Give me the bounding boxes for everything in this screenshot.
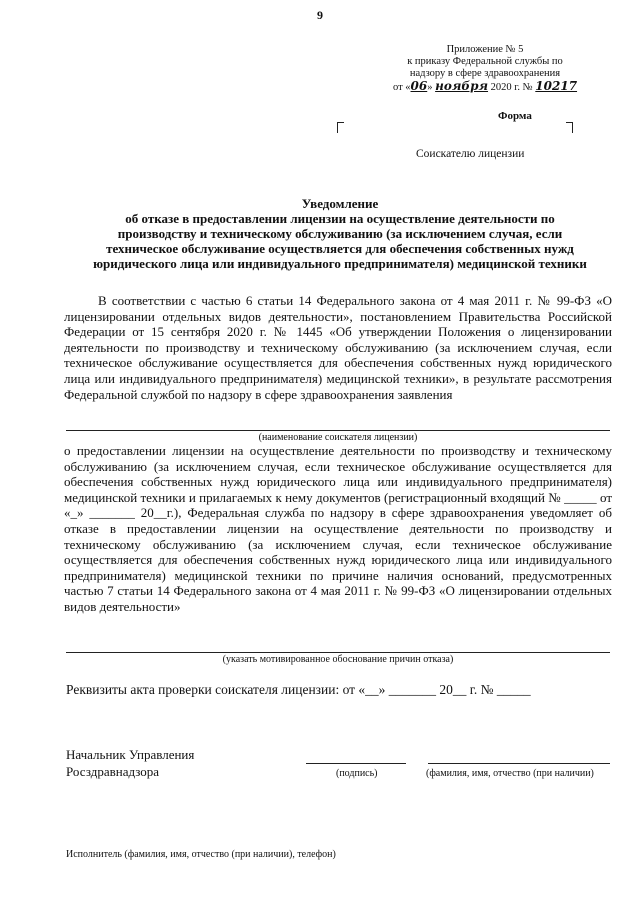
appendix-line-1: Приложение № 5 — [446, 44, 524, 55]
caption-applicant-name: (наименование соискателя лицензии) — [258, 432, 418, 443]
signature-line — [306, 763, 406, 764]
date-prefix: от « — [392, 82, 411, 93]
address-bracket-right — [566, 122, 573, 133]
form-label: Форма — [498, 110, 532, 122]
applicant-name-line — [66, 430, 610, 431]
caption-reason: (указать мотивированное обоснование причин отказа) — [222, 654, 454, 665]
paragraph-refusal: о предоставлении лицензии на осуществление деятельности по производству и техническому обслуживанию (за исключением случая, если техническое обслуживание осуществляется для обеспечения собственных нужд юридического лица или индивидуального предпринимателя) медицинской техники и прилагаемых к нему документов (регистрационный входящий № _____ от «_» _______ 20__г.), Федеральная служба по надзору в сфере здравоохранения уведомляет об отказе в предоставлении лицензии на осуществление деятельности по производству и техническому обслуживанию (за исключением случая, если техническое обслуживание осуществляется для обеспечения собственных нужд юридического лица или индивидуального предпринимателя) медицинской техники по причине наличия оснований, предусмотренных частью 7 статьи 14 Федерального закона от 4 мая 2011 г. № 99-ФЗ «О лицензировании отдельных видов деятельности» — [64, 443, 612, 614]
caption-full-name: (фамилия, имя, отчество (при наличии) — [426, 768, 594, 779]
reason-line — [66, 652, 610, 653]
appendix-date-line — [380, 80, 590, 94]
page-number: 9 — [317, 8, 323, 22]
title-line-3: производству и техническому обслуживанию (за исключением случая, если — [117, 226, 563, 241]
signer-position-line-1: Начальник Управления — [66, 747, 195, 762]
full-name-line — [428, 763, 610, 764]
address-bracket-left — [337, 122, 344, 133]
paragraph-intro: В соответствии с частью 6 статьи 14 Федерального закона от 4 мая 2011 г. № 99-ФЗ «О лицензировании отдельных видов деятельности», постановлением Правительства Российской Федерации от 15 сентября 2020 г. № 1445 «Об утверждении Положения о лицензировании деятельности по производству и техническому обслуживанию (за исключением случая, если техническое обслуживание осуществляется для обеспечения собственных нужд юридического лица или индивидуального предпринимателя) медицинской техники», в результате рассмотрения Федеральной службой по надзору в сфере здравоохранения заявления — [64, 293, 612, 402]
title-line-4: техническое обслуживание осуществляется для обеспечения собственных нужд — [106, 241, 574, 256]
inspection-details: Реквизиты акта проверки соискателя лицензии: от «__» _______ 20__ г. № _____ — [66, 682, 531, 697]
date-year: 2020 г. № — [490, 82, 533, 93]
title-line-5: юридического лица или индивидуального предпринимателя) медицинской техники — [93, 256, 587, 271]
title-line-2: об отказе в предоставлении лицензии на осуществление деятельности по — [125, 211, 555, 226]
document-title — [60, 196, 620, 271]
date-mid: » — [427, 82, 433, 93]
handwritten-order-number: 10217 — [535, 79, 578, 93]
appendix-header — [380, 44, 590, 94]
appendix-line-2: к приказу Федеральной службы по — [407, 56, 563, 67]
caption-signature: (подпись) — [336, 768, 378, 779]
signer-block — [66, 746, 194, 780]
executor-label: Исполнитель (фамилия, имя, отчество (при наличии), телефон) — [66, 849, 336, 860]
title-line-1: Уведомление — [301, 196, 379, 211]
handwritten-month: ноября — [435, 79, 489, 93]
applicant-label: Соискателю лицензии — [416, 148, 525, 160]
signer-position-line-2: Росздравнадзора — [66, 764, 160, 779]
handwritten-day: 06 — [410, 79, 428, 93]
appendix-line-3: надзору в сфере здравоохранения — [409, 68, 561, 79]
